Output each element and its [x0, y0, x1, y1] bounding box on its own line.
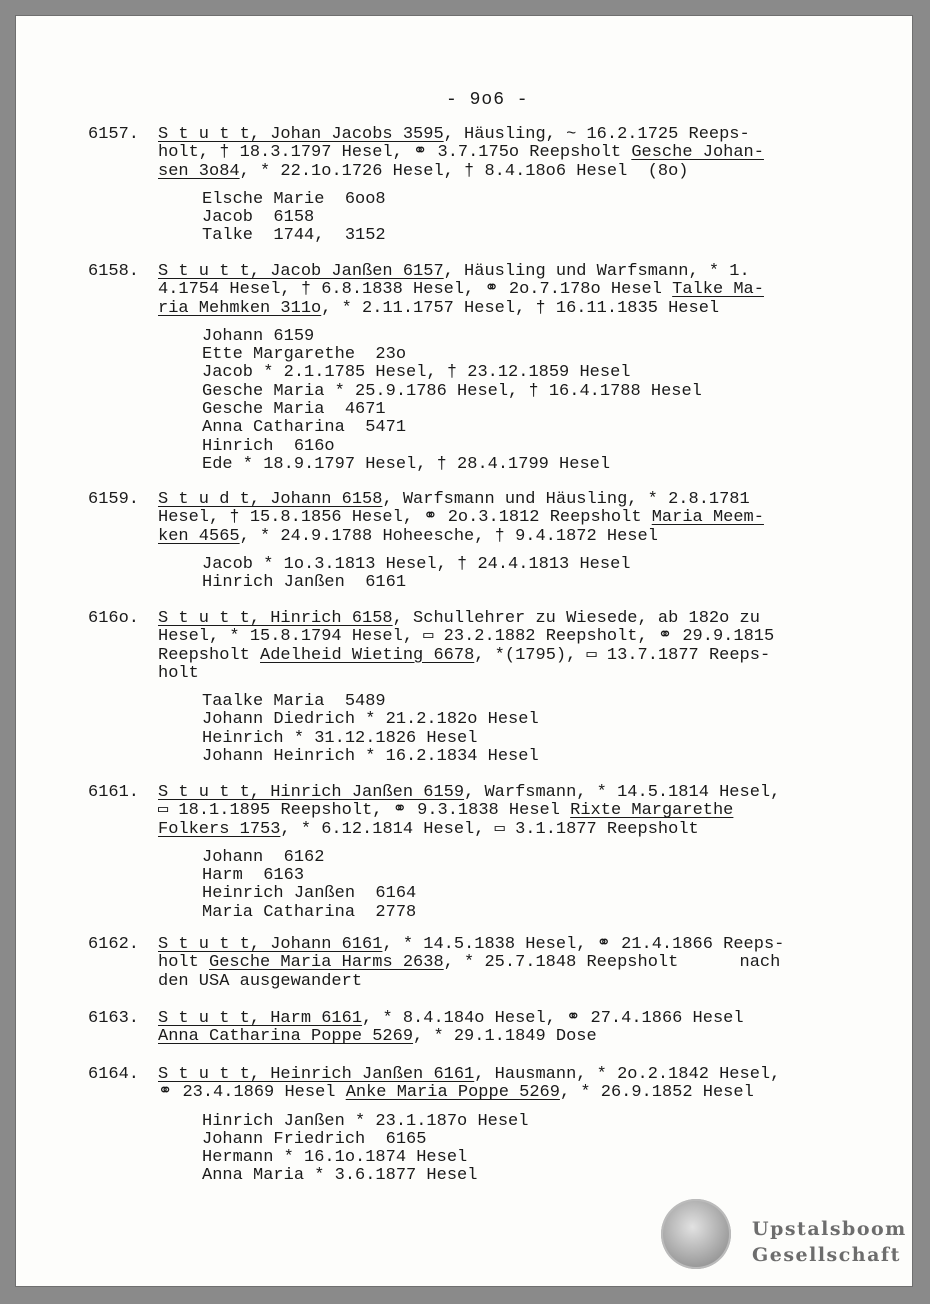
underlined-name: S t u t t, Hinrich Janßen 6159 — [158, 783, 465, 802]
entry-line — [158, 665, 848, 683]
entry-line — [158, 163, 848, 181]
entry-text — [158, 1010, 848, 1047]
entry-segment: , * 6.12.1814 Hesel, ▭ 3.1.1877 Reepsholt — [280, 819, 699, 839]
child-item: Johann 6159 — [202, 326, 315, 346]
entry-line — [158, 126, 848, 144]
underlined-name: S t u t t, Harm 6161 — [158, 1009, 363, 1028]
underlined-name: Anke Maria Poppe 5269 — [345, 1083, 560, 1103]
entry-segment: ⚭ 23.4.1869 Hesel — [158, 1083, 346, 1103]
document-page — [16, 16, 912, 1286]
child-item: Jacob * 2.1.1785 Hesel, † 23.12.1859 Hesel — [202, 363, 631, 383]
entry-line — [158, 1084, 848, 1102]
entry-segment: , Warfsmann und Häusling, * 2.8.1781 — [382, 490, 750, 509]
entry-line — [158, 1010, 848, 1028]
underlined-name: S t u t t, Jacob Janßen 6157 — [158, 262, 444, 281]
underlined-name: Maria Meem- — [651, 508, 764, 528]
entry-segment: Reepsholt — [158, 645, 261, 665]
children-list — [158, 849, 848, 922]
entry-segment: , Häusling und Warfsmann, * 1. — [443, 262, 750, 281]
child-item: Anna Catharina 5471 — [202, 418, 407, 438]
children-list — [158, 191, 848, 246]
entry-segment: , Schullehrer zu Wiesede, ab 182o zu — [392, 609, 760, 628]
entry-number: 6161. — [88, 783, 140, 802]
entry-segment: holt — [158, 953, 210, 973]
entry-line — [158, 647, 848, 665]
child-item: Heinrich Janßen 6164 — [202, 884, 417, 904]
entry-number: 6163. — [88, 1009, 140, 1028]
entry-line — [158, 509, 848, 527]
entry-line — [158, 954, 848, 972]
children-list — [158, 556, 848, 593]
underlined-name: Folkers 1753 — [158, 819, 281, 839]
child-item: Ette Margarethe 23o — [202, 345, 407, 365]
brand-line-1: Upstalsboom — [752, 1218, 907, 1240]
underlined-name: Adelheid Wieting 6678 — [260, 645, 475, 665]
entry-line — [158, 1066, 848, 1084]
entry-line — [158, 1028, 848, 1046]
entry-segment: , * 29.1.1849 Dose — [413, 1027, 597, 1047]
entry-line — [158, 973, 848, 991]
entry-line — [158, 281, 848, 299]
society-brand — [752, 1216, 907, 1268]
entry-line — [158, 784, 848, 802]
underlined-name: ria Mehmken 311o — [158, 298, 322, 318]
child-item: Taalke Maria 5489 — [202, 692, 386, 712]
entry-number: 6157. — [88, 125, 140, 144]
entry-segment: , * 2.11.1757 Hesel, † 16.11.1835 Hesel — [321, 298, 720, 318]
entry-line — [158, 610, 848, 628]
child-item: Gesche Maria 4671 — [202, 400, 386, 420]
underlined-name: sen 3o84 — [158, 161, 240, 181]
entry-text — [158, 126, 848, 246]
child-item: Talke 1744, 3152 — [202, 226, 386, 246]
entry-segment: , Warfsmann, * 14.5.1814 Hesel, — [464, 783, 781, 802]
entry-segment: , Hausmann, * 2o.2.1842 Hesel, — [474, 1065, 781, 1084]
entry-segment: , * 25.7.1848 Reepsholt nach — [443, 953, 781, 973]
entry-line — [158, 263, 848, 281]
entry-segment: , Häusling, ~ 16.2.1725 Reeps- — [443, 125, 750, 144]
underlined-name: S t u t t, Johan Jacobs 3595 — [158, 125, 444, 144]
entry-segment: , * 22.1o.1726 Hesel, † 8.4.18o6 Hesel (8o) — [239, 161, 689, 181]
entry-segment: den USA ausgewandert — [158, 971, 363, 991]
entry-number: 616o. — [88, 609, 140, 628]
entry-line — [158, 491, 848, 509]
child-item: Johann Friedrich 6165 — [202, 1129, 427, 1149]
underlined-name: Gesche Johan- — [631, 143, 764, 163]
children-list — [158, 693, 848, 766]
entry-text — [158, 936, 848, 991]
entry-number: 6158. — [88, 262, 140, 281]
entry-segment: holt — [158, 663, 199, 683]
child-item: Jacob * 1o.3.1813 Hesel, † 24.4.1813 Hesel — [202, 554, 631, 574]
entry-line — [158, 936, 848, 954]
entry-number: 6159. — [88, 490, 140, 509]
children-list — [158, 328, 848, 474]
underlined-name: S t u t t, Heinrich Janßen 6161 — [158, 1065, 475, 1084]
entry-text — [158, 491, 848, 592]
entry-line — [158, 802, 848, 820]
child-item: Hermann * 16.1o.1874 Hesel — [202, 1148, 468, 1168]
child-item: Johann 6162 — [202, 847, 325, 867]
child-item: Anna Maria * 3.6.1877 Hesel — [202, 1166, 478, 1186]
entry-line — [158, 144, 848, 162]
underlined-name: ken 4565 — [158, 526, 240, 546]
entry-number: 6162. — [88, 935, 140, 954]
entry-segment: , * 24.9.1788 Hoheesche, † 9.4.1872 Hesel — [239, 526, 658, 546]
child-item: Gesche Maria * 25.9.1786 Hesel, † 16.4.1788 Hesel — [202, 381, 702, 401]
child-item: Hinrich Janßen * 23.1.187o Hesel — [202, 1111, 529, 1131]
underlined-name: Rixte Margarethe — [570, 801, 734, 821]
child-item: Jacob 6158 — [202, 208, 315, 228]
entry-segment: Hesel, † 15.8.1856 Hesel, ⚭ 2o.3.1812 Reepsholt — [158, 508, 652, 528]
children-list — [158, 1113, 848, 1186]
underlined-name: Talke Ma- — [672, 280, 764, 300]
underlined-name: Gesche Maria Harms 2638 — [209, 953, 444, 973]
entry-segment: Hesel, * 15.8.1794 Hesel, ▭ 23.2.1882 Reepsholt, ⚭ 29.9.1815 — [158, 627, 775, 647]
child-item: Heinrich * 31.12.1826 Hesel — [202, 728, 478, 748]
entry-text — [158, 784, 848, 922]
seal-logo — [661, 1199, 731, 1269]
child-item: Maria Catharina 2778 — [202, 902, 417, 922]
underlined-name: S t u t t, Johann 6161 — [158, 935, 383, 954]
child-item: Hinrich 616o — [202, 436, 335, 456]
brand-line-2: Gesellschaft — [752, 1244, 901, 1266]
entry-segment: , * 8.4.184o Hesel, ⚭ 27.4.1866 Hesel — [362, 1009, 744, 1028]
entry-text — [158, 263, 848, 474]
entry-segment: , * 26.9.1852 Hesel — [559, 1083, 754, 1103]
page-number: - 9o6 - — [446, 90, 529, 110]
entry-number: 6164. — [88, 1065, 140, 1084]
entry-segment: 4.1754 Hesel, † 6.8.1838 Hesel, ⚭ 2o.7.178o Hesel — [158, 280, 673, 300]
entry-line — [158, 300, 848, 318]
child-item: Hinrich Janßen 6161 — [202, 573, 407, 593]
entry-line — [158, 821, 848, 839]
child-item: Johann Diedrich * 21.2.182o Hesel — [202, 710, 539, 730]
underlined-name: Anna Catharina Poppe 5269 — [158, 1027, 414, 1047]
entry-text — [158, 610, 848, 766]
child-item: Harm 6163 — [202, 866, 305, 886]
entry-segment: holt, † 18.3.1797 Hesel, ⚭ 3.7.175o Reepsholt — [158, 143, 632, 163]
entry-line — [158, 528, 848, 546]
entry-segment: ▭ 18.1.1895 Reepsholt, ⚭ 9.3.1838 Hesel — [158, 801, 571, 821]
child-item: Johann Heinrich * 16.2.1834 Hesel — [202, 747, 539, 767]
child-item: Elsche Marie 6oo8 — [202, 189, 386, 209]
entry-text — [158, 1066, 848, 1186]
entry-line — [158, 628, 848, 646]
entry-segment: , *(1795), ▭ 13.7.1877 Reeps- — [474, 645, 771, 665]
child-item: Ede * 18.9.1797 Hesel, † 28.4.1799 Hesel — [202, 454, 611, 474]
entry-segment: , * 14.5.1838 Hesel, ⚭ 21.4.1866 Reeps- — [382, 935, 785, 954]
underlined-name: S t u t t, Hinrich 6158 — [158, 609, 393, 628]
underlined-name: S t u d t, Johann 6158 — [158, 490, 383, 509]
